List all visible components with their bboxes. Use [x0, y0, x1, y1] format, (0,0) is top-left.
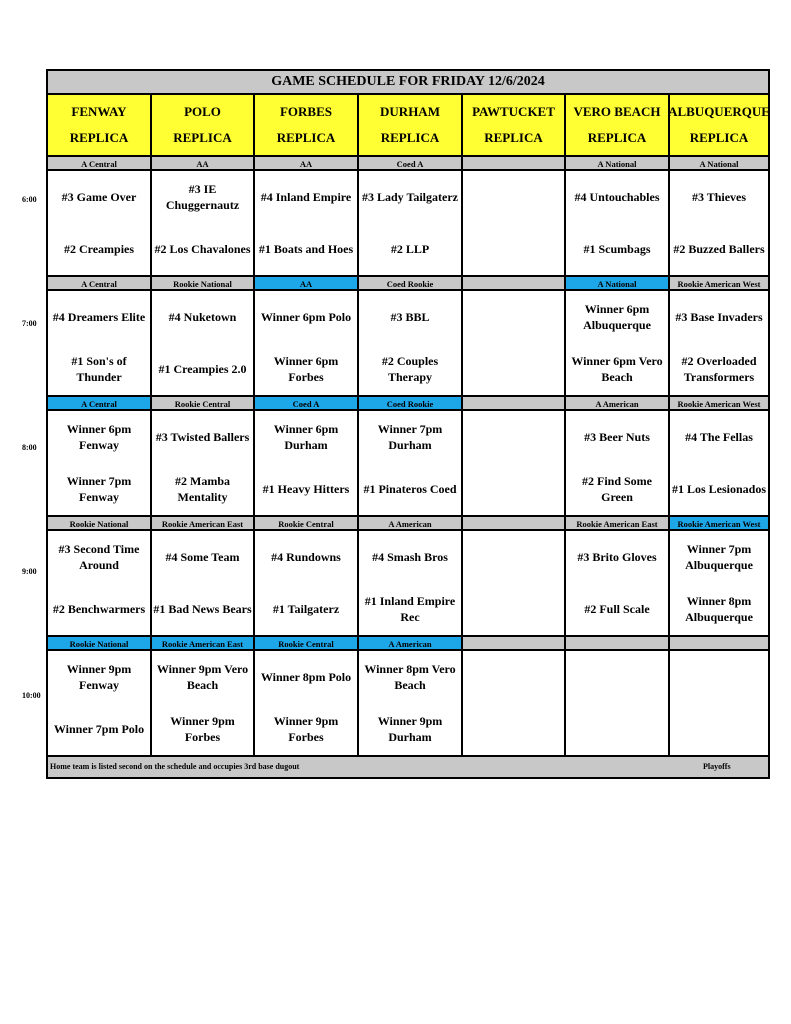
field-header — [670, 95, 768, 155]
game-cell — [48, 171, 152, 275]
home-team — [463, 223, 564, 275]
division-label: A Central — [48, 277, 152, 289]
home-team: #2 Find Some Green — [581, 474, 652, 504]
game-cell — [463, 411, 566, 515]
home-team: #1 Los Lesionados — [671, 482, 767, 496]
time-label: 9:00 — [22, 567, 37, 576]
game-cell — [152, 531, 255, 635]
away-team: #4 Dreamers Elite — [52, 310, 146, 324]
away-team: Winner 9pm Fenway — [66, 662, 132, 692]
game-cell — [48, 651, 152, 755]
division-label: A Central — [48, 157, 152, 169]
away-team: Winner 9pm Vero Beach — [156, 662, 249, 692]
home-team: #1 Pinateros Coed — [363, 482, 457, 496]
home-team: Winner 9pm Durham — [377, 714, 443, 744]
division-label: A National — [670, 157, 768, 169]
game-cell — [152, 171, 255, 275]
division-label — [463, 517, 566, 529]
field-header — [152, 95, 255, 155]
away-team — [463, 291, 564, 343]
field-name: FENWAY — [71, 104, 127, 119]
game-cell — [463, 651, 566, 755]
field-header — [48, 95, 152, 155]
division-label: Rookie American East — [152, 637, 255, 649]
game-cell — [359, 411, 463, 515]
division-label: Rookie National — [48, 517, 152, 529]
game-cell — [359, 171, 463, 275]
schedule-title: GAME SCHEDULE FOR FRIDAY 12/6/2024 — [48, 71, 768, 95]
game-cell — [48, 291, 152, 395]
away-team: #3 Second Time Around — [58, 542, 140, 572]
division-label: Rookie Central — [255, 517, 359, 529]
home-team: #1 Tailgaterz — [272, 602, 340, 616]
game-cell — [566, 531, 670, 635]
away-team: #4 The Fellas — [685, 430, 753, 444]
home-team: #1 Creampies 2.0 — [158, 362, 247, 376]
division-label: Rookie American West — [670, 277, 768, 289]
field-sub: REPLICA — [484, 130, 543, 145]
home-team: #1 Son's of Thunder — [71, 354, 127, 384]
division-label — [670, 637, 768, 649]
division-label — [566, 637, 670, 649]
home-team: #2 Buzzed Ballers — [673, 242, 765, 256]
time-label: 6:00 — [22, 195, 37, 204]
game-cell — [566, 291, 670, 395]
away-team: Winner 6pm Durham — [273, 422, 339, 452]
division-label: Rookie Central — [152, 397, 255, 409]
away-team: Winner 7pm Durham — [377, 422, 443, 452]
division-label: A National — [566, 277, 670, 289]
away-team: #4 Rundowns — [271, 550, 341, 564]
division-row — [48, 157, 768, 171]
field-sub: REPLICA — [173, 130, 232, 145]
division-row — [48, 637, 768, 651]
home-team — [463, 463, 564, 515]
division-label: A American — [359, 517, 463, 529]
away-team: Winner 8pm Vero Beach — [364, 662, 456, 692]
field-header — [463, 95, 566, 155]
away-team — [463, 531, 564, 583]
home-team: #1 Scumbags — [583, 242, 651, 256]
division-label: AA — [152, 157, 255, 169]
game-cell — [255, 171, 359, 275]
game-cell — [670, 651, 768, 755]
game-cell — [359, 651, 463, 755]
home-team — [670, 703, 768, 755]
field-name: FORBES — [279, 104, 332, 119]
game-cell — [463, 171, 566, 275]
game-cell — [48, 531, 152, 635]
division-label: A National — [566, 157, 670, 169]
field-sub: REPLICA — [587, 130, 647, 145]
away-team: Winner 6pm Polo — [260, 310, 352, 324]
division-label: Coed A — [359, 157, 463, 169]
home-team: #2 Mamba Mentality — [175, 474, 230, 504]
game-row — [48, 291, 768, 397]
game-cell — [566, 171, 670, 275]
home-team: #2 LLP — [390, 242, 430, 256]
game-cell — [48, 411, 152, 515]
home-team: Winner 6pm Forbes — [273, 354, 339, 384]
home-team: Winner 7pm Polo — [53, 722, 145, 736]
footer-row — [48, 757, 768, 777]
division-label: Rookie American East — [152, 517, 255, 529]
home-team — [463, 583, 564, 635]
game-cell — [463, 291, 566, 395]
playoffs-label: Playoffs — [703, 762, 731, 771]
game-cell — [670, 411, 768, 515]
game-cell — [359, 291, 463, 395]
away-team — [463, 411, 564, 463]
game-cell — [670, 171, 768, 275]
game-cell — [152, 651, 255, 755]
division-label: AA — [255, 277, 359, 289]
game-cell — [463, 531, 566, 635]
away-team — [463, 651, 564, 703]
home-team — [463, 343, 564, 395]
away-team: Winner 7pm Albuquerque — [685, 542, 753, 572]
field-name: ALBUQUERQUE — [668, 104, 770, 119]
home-team: #2 Creampies — [63, 242, 135, 256]
division-label — [463, 277, 566, 289]
division-label: Rookie American West — [670, 517, 768, 529]
division-label: Rookie National — [48, 637, 152, 649]
away-team: #3 Base Invaders — [675, 310, 763, 324]
away-team: #3 Beer Nuts — [584, 430, 650, 444]
game-cell — [255, 411, 359, 515]
division-label: A Central — [48, 397, 152, 409]
away-team: #4 Nuketown — [168, 310, 237, 324]
game-row — [48, 531, 768, 637]
division-row — [48, 397, 768, 411]
division-label: Rookie American East — [566, 517, 670, 529]
home-team: #1 Bad News Bears — [153, 602, 252, 616]
field-header — [359, 95, 463, 155]
field-sub: REPLICA — [69, 130, 129, 145]
game-cell — [670, 531, 768, 635]
away-team — [670, 651, 768, 703]
home-team: Winner 9pm Forbes — [273, 714, 339, 744]
game-cell — [152, 411, 255, 515]
time-label: 7:00 — [22, 319, 37, 328]
division-label — [463, 637, 566, 649]
game-cell — [566, 651, 670, 755]
field-name: POLO — [184, 104, 221, 119]
away-team — [566, 651, 668, 703]
home-team — [463, 703, 564, 755]
away-team: Winner 6pm Fenway — [66, 422, 132, 452]
field-sub: REPLICA — [689, 130, 749, 145]
home-team: Winner 7pm Fenway — [66, 474, 132, 504]
field-name: PAWTUCKET — [472, 104, 555, 119]
schedule-table — [46, 69, 770, 779]
division-label — [463, 397, 566, 409]
home-team: #1 Boats and Hoes — [258, 242, 354, 256]
home-team: #1 Inland Empire Rec — [364, 594, 456, 624]
away-team: #3 Brito Gloves — [577, 550, 657, 564]
field-sub: REPLICA — [276, 130, 336, 145]
home-team: Winner 9pm Forbes — [170, 714, 235, 744]
game-cell — [152, 291, 255, 395]
division-label: A American — [359, 637, 463, 649]
division-label: Rookie American West — [670, 397, 768, 409]
game-cell — [670, 291, 768, 395]
division-label: Coed A — [255, 397, 359, 409]
away-team: #3 IE Chuggernautz — [165, 182, 240, 212]
game-row — [48, 651, 768, 757]
home-team: #2 Benchwarmers — [52, 602, 146, 616]
home-team: #2 Overloaded Transformers — [681, 354, 757, 384]
away-team: Winner 6pm Albuquerque — [583, 302, 651, 332]
time-label: 8:00 — [22, 443, 37, 452]
field-name: DURHAM — [380, 104, 440, 119]
home-team: Winner 6pm Vero Beach — [571, 354, 663, 384]
game-row — [48, 411, 768, 517]
division-label — [463, 157, 566, 169]
division-label: Rookie National — [152, 277, 255, 289]
away-team — [463, 171, 564, 223]
footer-note: Home team is listed second on the schedule and occupies 3rd base dugout — [50, 762, 300, 771]
away-team: #3 Thieves — [691, 190, 747, 204]
field-header — [255, 95, 359, 155]
away-team: #4 Untouchables — [574, 190, 660, 204]
field-sub: REPLICA — [380, 130, 440, 145]
away-team: #4 Some Team — [165, 550, 240, 564]
game-cell — [359, 531, 463, 635]
field-header-row — [48, 95, 768, 157]
division-row — [48, 277, 768, 291]
away-team: #4 Inland Empire — [260, 190, 352, 204]
game-row — [48, 171, 768, 277]
game-cell — [255, 291, 359, 395]
away-team: #4 Smash Bros — [372, 550, 448, 564]
home-team: #2 Couples Therapy — [381, 354, 439, 384]
division-label: AA — [255, 157, 359, 169]
division-label: A American — [566, 397, 670, 409]
away-team: #3 Game Over — [61, 190, 137, 204]
away-team: #3 Twisted Ballers — [155, 430, 250, 444]
division-label: Coed Rookie — [359, 277, 463, 289]
division-label: Rookie Central — [255, 637, 359, 649]
field-name: VERO BEACH — [573, 104, 661, 119]
home-team: #2 Full Scale — [584, 602, 650, 616]
game-cell — [566, 411, 670, 515]
field-header — [566, 95, 670, 155]
game-cell — [255, 651, 359, 755]
time-slots — [48, 157, 768, 757]
home-team — [566, 703, 668, 755]
away-team: Winner 8pm Polo — [260, 670, 352, 684]
division-row — [48, 517, 768, 531]
time-label: 10:00 — [22, 691, 41, 700]
away-team: #3 Lady Tailgaterz — [361, 190, 458, 204]
division-label: Coed Rookie — [359, 397, 463, 409]
home-team: #2 Los Chavalones — [154, 242, 251, 256]
home-team: Winner 8pm Albuquerque — [685, 594, 753, 624]
home-team: #1 Heavy Hitters — [262, 482, 350, 496]
away-team: #3 BBL — [390, 310, 430, 324]
game-cell — [255, 531, 359, 635]
